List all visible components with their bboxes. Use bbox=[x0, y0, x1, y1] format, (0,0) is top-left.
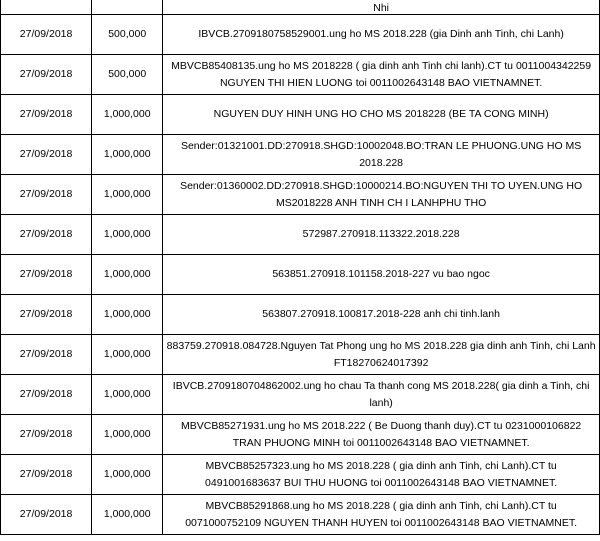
description-cell: 563851.270918.101158.2018-227 vu bao ngoc bbox=[163, 255, 600, 295]
date-cell: 27/09/2018 bbox=[1, 455, 92, 495]
date-cell bbox=[1, 0, 92, 15]
date-cell: 27/09/2018 bbox=[1, 375, 92, 415]
amount-cell: 1,000,000 bbox=[92, 335, 163, 375]
table-row-partial bbox=[1, 0, 600, 15]
date-cell: 27/09/2018 bbox=[1, 295, 92, 335]
description-cell: MBVCB85408135.ung ho MS 2018228 ( gia dinh anh Tinh chi lanh).CT tu 0011004342259 NGUYEN THI HIEN LUONG toi 0011002643148 BAO VIETNAMNET. bbox=[163, 55, 600, 95]
amount-cell: 500,000 bbox=[92, 55, 163, 95]
date-cell: 27/09/2018 bbox=[1, 415, 92, 455]
table-row bbox=[1, 375, 600, 415]
description-cell: Sender:01321001.DD:270918.SHGD:10002048.BO:TRAN LE PHUONG.UNG HO MS 2018.228 bbox=[163, 135, 600, 175]
amount-cell: 1,000,000 bbox=[92, 495, 163, 535]
amount-cell: 1,000,000 bbox=[92, 455, 163, 495]
description-cell: 883759.270918.084728.Nguyen Tat Phong ung ho MS 2018.228 gia dinh anh Tinh, chi Lanh FT18270624017392 bbox=[163, 335, 600, 375]
date-cell: 27/09/2018 bbox=[1, 335, 92, 375]
amount-cell: 1,000,000 bbox=[92, 415, 163, 455]
date-cell: 27/09/2018 bbox=[1, 175, 92, 215]
amount-cell: 1,000,000 bbox=[92, 295, 163, 335]
table-row bbox=[1, 15, 600, 55]
date-cell: 27/09/2018 bbox=[1, 215, 92, 255]
table-row bbox=[1, 95, 600, 135]
ledger-body bbox=[1, 0, 600, 535]
description-cell: IBVCB.2709180704862002.ung ho chau Ta thanh cong MS 2018.228( gia dinh a Tinh, chi lanh) bbox=[163, 375, 600, 415]
table-row bbox=[1, 495, 600, 535]
table-row bbox=[1, 215, 600, 255]
table-row bbox=[1, 135, 600, 175]
description-cell: MBVCB85257323.ung ho MS 2018.228 ( gia dinh anh Tinh, chi Lanh).CT tu 0491001683637 BUI THU HUONG toi 0011002643148 BAO VIETNAMNET. bbox=[163, 455, 600, 495]
table-row bbox=[1, 415, 600, 455]
table-row bbox=[1, 335, 600, 375]
table-row bbox=[1, 55, 600, 95]
description-cell: NGUYEN DUY HINH UNG HO CHO MS 2018228 (BE TA CONG MINH) bbox=[163, 95, 600, 135]
date-cell: 27/09/2018 bbox=[1, 15, 92, 55]
amount-cell: 1,000,000 bbox=[92, 135, 163, 175]
amount-cell: 1,000,000 bbox=[92, 215, 163, 255]
amount-cell: 500,000 bbox=[92, 15, 163, 55]
amount-cell bbox=[92, 0, 163, 15]
date-cell: 27/09/2018 bbox=[1, 135, 92, 175]
table-row bbox=[1, 295, 600, 335]
date-cell: 27/09/2018 bbox=[1, 55, 92, 95]
table-row bbox=[1, 455, 600, 495]
date-cell: 27/09/2018 bbox=[1, 255, 92, 295]
table-row bbox=[1, 175, 600, 215]
description-cell: 572987.270918.113322.2018.228 bbox=[163, 215, 600, 255]
description-cell: MBVCB85291868.ung ho MS 2018.228 ( gia dinh anh Tinh, chi Lanh).CT tu 0071000752109 NGUYEN THANH HUYEN toi 0011002643148 BAO VIETNAMNET. bbox=[163, 495, 600, 535]
table-row bbox=[1, 255, 600, 295]
date-cell: 27/09/2018 bbox=[1, 95, 92, 135]
amount-cell: 1,000,000 bbox=[92, 95, 163, 135]
amount-cell: 1,000,000 bbox=[92, 375, 163, 415]
description-cell: Nhi bbox=[163, 0, 600, 15]
amount-cell: 1,000,000 bbox=[92, 255, 163, 295]
description-cell: 563807.270918.100817.2018-228 anh chi tinh.lanh bbox=[163, 295, 600, 335]
description-cell: Sender:01360002.DD:270918.SHGD:10000214.BO:NGUYEN THI TO UYEN.UNG HO MS2018228 ANH TINH CH I LANHPHU THO bbox=[163, 175, 600, 215]
amount-cell: 1,000,000 bbox=[92, 175, 163, 215]
date-cell: 27/09/2018 bbox=[1, 495, 92, 535]
description-cell: MBVCB85271931.ung ho MS 2018.222 ( Be Duong thanh duy).CT tu 0231000106822 TRAN PHUONG MINH toi 0011002643148 BAO VIETNAMNET. bbox=[163, 415, 600, 455]
description-cell: IBVCB.2709180758529001.ung ho MS 2018.228 (gia Dinh anh Tinh, chi Lanh) bbox=[163, 15, 600, 55]
